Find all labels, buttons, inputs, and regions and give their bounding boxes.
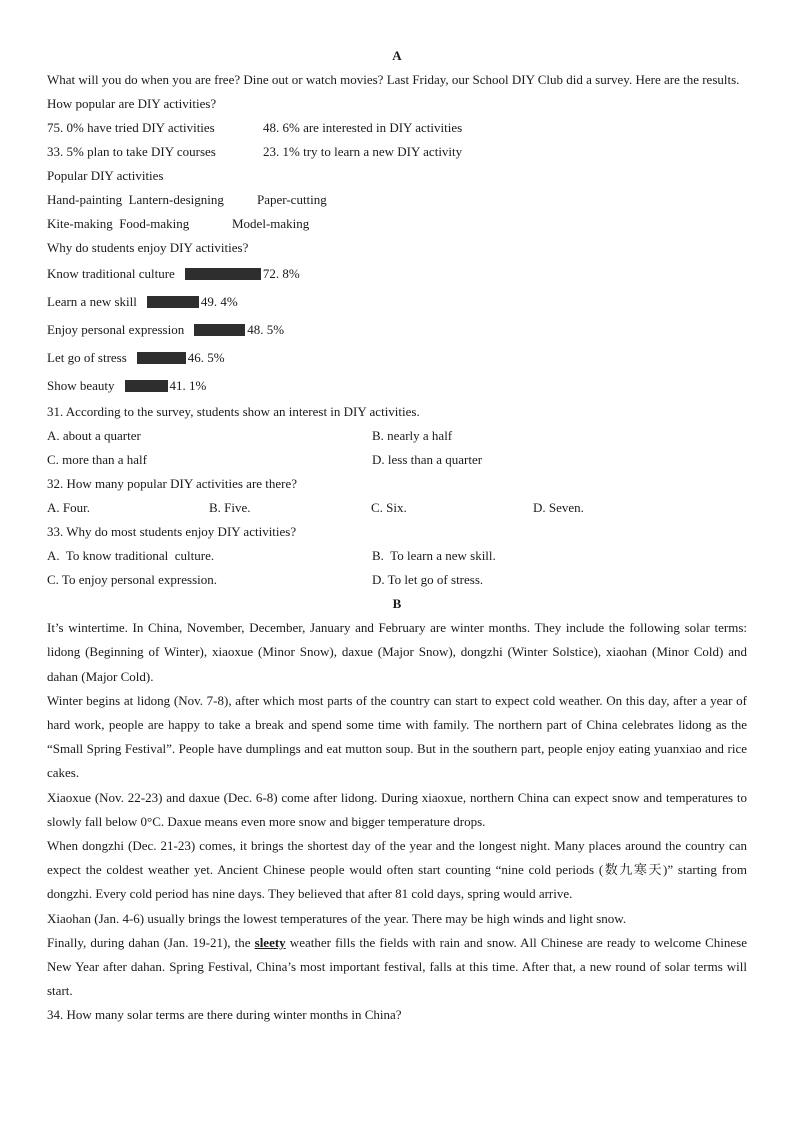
stat-item: 33. 5% plan to take DIY courses — [47, 144, 216, 160]
option-b: B. To learn a new skill. — [372, 548, 496, 564]
reason-row — [47, 372, 747, 400]
option-b: B. nearly a half — [372, 428, 453, 444]
activity-item: Kite-making Food-making — [47, 216, 190, 232]
paragraph: It’s wintertime. In China, November, December, January and February are winter months. They include the following solar terms: lidong (Beginning of Winter), xiaoxue (Minor Snow), daxue (Major Snow), dongzhi (Winter Solstice), xiaohan (Minor Cold) and dahan (Major Cold). — [47, 620, 747, 684]
option-row — [47, 496, 747, 520]
option-row — [47, 568, 747, 592]
reason-row — [47, 344, 747, 372]
option-a: A. Four. — [47, 500, 90, 516]
reason-label: Learn a new skill — [47, 294, 137, 310]
paragraph: Xiaoxue (Nov. 22-23) and daxue (Dec. 6-8) come after lidong. During xiaoxue, northern China can expect snow and temperatures to slowly fall below 0°C. Daxue means even more snow and bigger temperature drops. — [47, 789, 747, 829]
reason-row — [47, 288, 747, 316]
activity-row — [47, 188, 747, 212]
paragraph — [47, 931, 747, 1004]
reason-bar — [185, 268, 261, 280]
reason-list — [47, 260, 747, 400]
reason-label: Let go of stress — [47, 350, 127, 366]
reason-bar — [125, 380, 168, 392]
reason-value: 41. 1% — [169, 378, 207, 394]
option-row — [47, 544, 747, 568]
reason-value: 72. 8% — [262, 266, 300, 282]
option-a: A. about a quarter — [47, 428, 141, 444]
section-b-heading: B — [392, 596, 402, 612]
reason-bar — [147, 296, 199, 308]
question-stem: 33. Why do most students enjoy DIY activities? — [47, 524, 297, 540]
paragraph-text: Finally, during dahan (Jan. 19-21), the — [47, 934, 255, 950]
option-b: B. Five. — [209, 500, 251, 516]
reason-label: Show beauty — [47, 378, 115, 394]
paragraph: Winter begins at lidong (Nov. 7-8), after which most parts of the country can start to expect cold weather. On this day, after a year of hard work, people are happy to take a break and spend some time with family. The northern part of China celebrates lidong as the “Small Spring Festival”. People have dumplings and eat mutton soup. But in the southern part, people enjoy eating yuanxiao and rice cakes. — [47, 692, 747, 781]
reason-row — [47, 260, 747, 288]
option-c: C. Six. — [371, 500, 407, 516]
activity-item: Paper-cutting — [257, 192, 327, 208]
question-stem: 32. How many popular DIY activities are there? — [47, 476, 298, 492]
option-row — [47, 448, 747, 472]
stat-item: 48. 6% are interested in DIY activities — [263, 120, 463, 136]
paragraph: Xiaohan (Jan. 4-6) usually brings the lowest temperatures of the year. There may be high winds and light snow. — [47, 910, 627, 926]
question-stem: 34. How many solar terms are there during winter months in China? — [47, 1007, 402, 1023]
reason-label: Enjoy personal expression — [47, 322, 185, 338]
keyword-sleety: sleety — [254, 934, 286, 950]
reason-label: Know traditional culture — [47, 266, 175, 282]
stat-row — [47, 116, 747, 140]
paragraph-text: weather fills the fields with rain and snow. All Chinese are ready to welcome Chinese New Year after dahan. Spring Festival, China’s most important festival, falls at this time. After that, a new round of solar terms will start. — [47, 934, 747, 999]
option-row — [47, 424, 747, 448]
section-a-heading: A — [392, 48, 402, 63]
stat-item: 23. 1% try to learn a new DIY activity — [263, 144, 463, 160]
reason-bar — [137, 352, 186, 364]
stat-item: 75. 0% have tried DIY activities — [47, 120, 215, 136]
popularity-title: How popular are DIY activities? — [47, 96, 217, 112]
activity-item: Hand-painting Lantern-designing — [47, 192, 224, 208]
option-d: D. less than a quarter — [372, 452, 483, 468]
section-a-intro: What will you do when you are free? Dine out or watch movies? Last Friday, our School DIY Club did a survey. Here are the results. — [47, 72, 740, 87]
paragraph: When dongzhi (Dec. 21-23) comes, it brings the shortest day of the year and the longest night. Many places around the country can expect the coldest weather yet. Ancient Chinese people would often start counting “nine cold periods (数九寒天)” starting from dongzhi. Every cold period has nine days. They believed that after 81 cold days, spring would arrive. — [47, 838, 747, 902]
option-a: A. To know traditional culture. — [47, 548, 215, 564]
document-page — [47, 44, 747, 1027]
reason-value: 49. 4% — [200, 294, 238, 310]
reasons-title: Why do students enjoy DIY activities? — [47, 240, 249, 256]
reason-value: 46. 5% — [187, 350, 225, 366]
option-d: D. To let go of stress. — [372, 572, 484, 588]
activity-item: Model-making — [232, 216, 310, 232]
activities-title: Popular DIY activities — [47, 168, 164, 184]
question-stem: 31. According to the survey, students show an interest in DIY activities. — [47, 404, 420, 420]
option-d: D. Seven. — [533, 500, 584, 516]
reason-value: 48. 5% — [247, 322, 285, 338]
option-c: C. To enjoy personal expression. — [47, 572, 217, 588]
reason-row — [47, 316, 747, 344]
activity-row — [47, 212, 747, 236]
option-c: C. more than a half — [47, 452, 147, 468]
stat-row — [47, 140, 747, 164]
reason-bar — [194, 324, 245, 336]
